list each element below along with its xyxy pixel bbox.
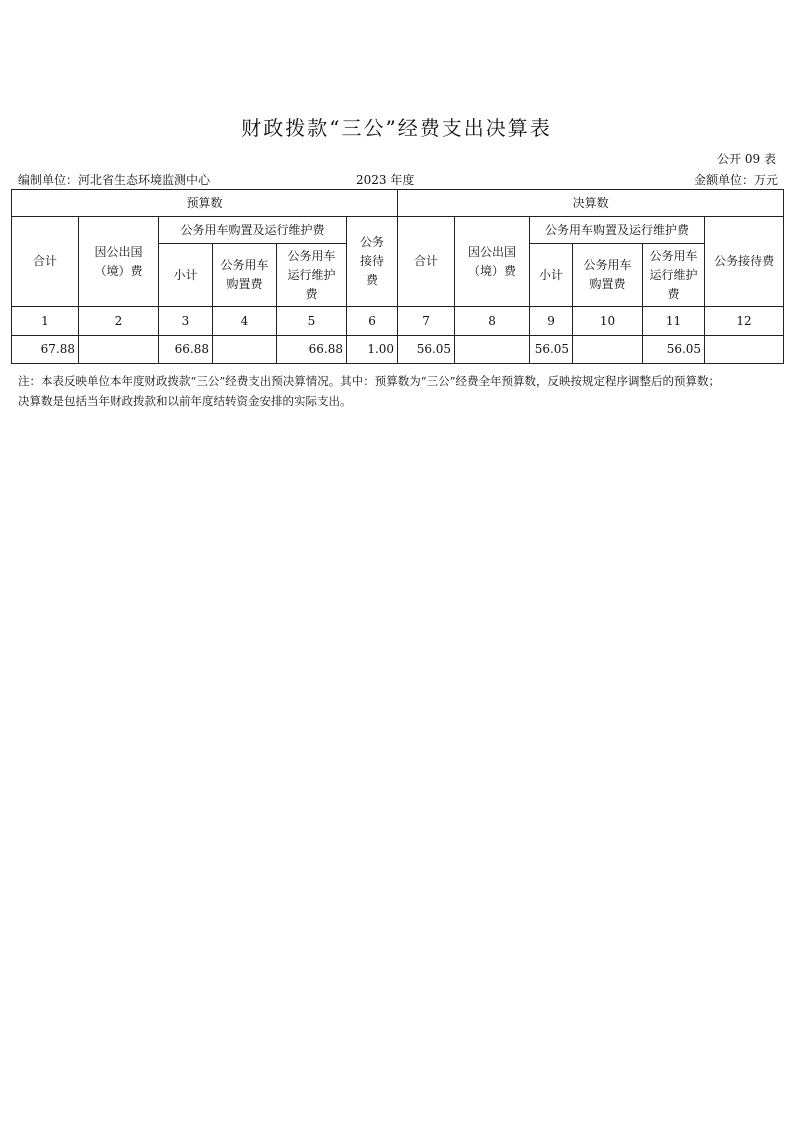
header-final: 决算数 bbox=[398, 190, 784, 217]
value-final-total: 56.05 bbox=[398, 336, 455, 364]
column-number: 12 bbox=[705, 307, 784, 336]
column-number: 5 bbox=[277, 307, 347, 336]
column-number: 2 bbox=[79, 307, 159, 336]
header-budget-vehicle-purchase: 公务用车购置费 bbox=[213, 244, 277, 307]
column-number: 7 bbox=[398, 307, 455, 336]
page-title: 财政拨款“三公”经费支出决算表 bbox=[241, 116, 552, 140]
value-final-abroad bbox=[455, 336, 530, 364]
header-budget-subtotal: 小计 bbox=[159, 244, 213, 307]
form-number: 公开 09 表 bbox=[717, 152, 776, 166]
footnote bbox=[18, 371, 780, 411]
header-final-vehicle: 公务用车购置及运行维护费 bbox=[530, 217, 705, 244]
value-budget-subtotal: 66.88 bbox=[159, 336, 213, 364]
header-final-total: 合计 bbox=[398, 217, 455, 307]
header-final-subtotal: 小计 bbox=[530, 244, 573, 307]
header-final-reception: 公务接待费 bbox=[705, 217, 784, 307]
three-public-expenses-table bbox=[11, 189, 784, 364]
column-number: 4 bbox=[213, 307, 277, 336]
header-budget-vehicle-maintenance: 公务用车运行维护费 bbox=[277, 244, 347, 307]
header-budget-total: 合计 bbox=[12, 217, 79, 307]
value-budget-abroad bbox=[79, 336, 159, 364]
value-final-vehicle-maintenance: 56.05 bbox=[643, 336, 705, 364]
column-number: 9 bbox=[530, 307, 573, 336]
footnote-line: 注：本表反映单位本年度财政拨款“三公”经费支出预决算情况。其中：预算数为“三公”经费全年预算数，反映按规定程序调整后的预算数； bbox=[18, 374, 721, 388]
header-final-vehicle-purchase: 公务用车购置费 bbox=[573, 244, 643, 307]
value-final-reception bbox=[705, 336, 784, 364]
value-budget-vehicle-maintenance: 66.88 bbox=[277, 336, 347, 364]
footnote-line: 决算数是包括当年财政拨款和以前年度结转资金安排的实际支出。 bbox=[18, 394, 352, 408]
value-budget-reception: 1.00 bbox=[347, 336, 398, 364]
header-final-abroad: 因公出国（境）费 bbox=[455, 217, 530, 307]
reporting-unit: 编制单位：河北省生态环境监测中心 bbox=[18, 173, 211, 187]
amount-unit: 金额单位：万元 bbox=[693, 173, 778, 187]
header-budget: 预算数 bbox=[12, 190, 398, 217]
header-budget-reception: 公务接待费 bbox=[347, 217, 398, 307]
column-number: 11 bbox=[643, 307, 705, 336]
value-final-subtotal: 56.05 bbox=[530, 336, 573, 364]
header-budget-vehicle: 公务用车购置及运行维护费 bbox=[159, 217, 347, 244]
column-number: 1 bbox=[12, 307, 79, 336]
column-number: 10 bbox=[573, 307, 643, 336]
fiscal-year: 2023 年度 bbox=[356, 173, 415, 187]
column-number: 6 bbox=[347, 307, 398, 336]
column-number: 3 bbox=[159, 307, 213, 336]
table-row bbox=[12, 336, 784, 364]
value-budget-total: 67.88 bbox=[12, 336, 79, 364]
value-budget-vehicle-purchase bbox=[213, 336, 277, 364]
header-budget-abroad: 因公出国（境）费 bbox=[79, 217, 159, 307]
meta-row bbox=[18, 171, 778, 187]
value-final-vehicle-purchase bbox=[573, 336, 643, 364]
column-number: 8 bbox=[455, 307, 530, 336]
header-final-vehicle-maintenance: 公务用车运行维护费 bbox=[643, 244, 705, 307]
